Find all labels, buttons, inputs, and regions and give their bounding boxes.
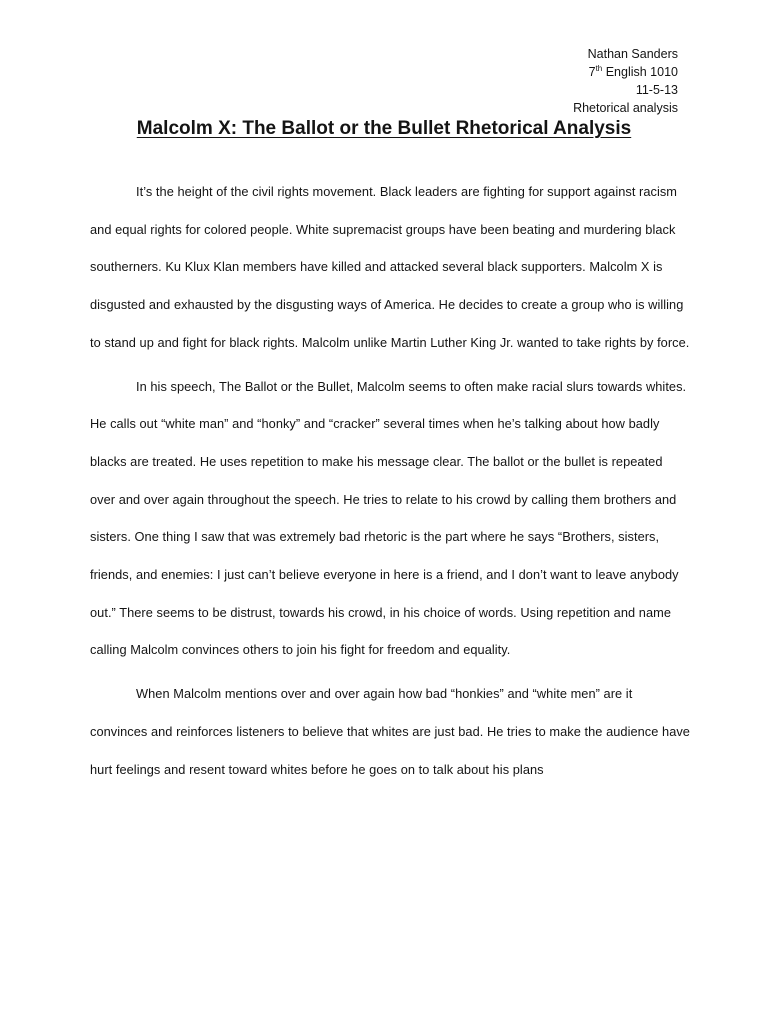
author-name: Nathan Sanders bbox=[587, 47, 678, 61]
assignment-line: Rhetorical analysis bbox=[573, 101, 678, 115]
paragraph-2: In his speech, The Ballot or the Bullet, Malcolm seems to often make racial slurs towards whites. He calls out “white man” and “honky” and “cracker” several times when he’s talking about how badly blacks are treated. He uses repetition to make his message clear. The ballot or the bullet is repeated over and over again throughout the speech. He tries to relate to his crowd by calling them brothers and sisters. One thing I saw that was extremely bad rhetoric is the part where he says “Brothers, sisters, friends, and enemies: I just can’t believe everyone in here is a friend, and I don’t want to leave anybody out.” There seems to be distrust, towards his crowd, in his choice of words. Using repetition and name calling Malcolm convinces others to join his fight for freedom and equality. bbox=[90, 378, 687, 658]
class-course: English 1010 bbox=[602, 65, 678, 79]
date-line: 11-5-13 bbox=[635, 83, 678, 97]
paragraph-1: It’s the height of the civil rights movement. Black leaders are fighting for support against racism and equal rights for colored people. White supremacist groups have been beating and murdering black southerners. Ku Klux Klan members have killed and attacked several black supporters. Malcolm X is disgusted and exhausted by the disgusting ways of America. He decides to create a group who is willing to stand up and fight for black rights. Malcolm unlike Martin Luther King Jr. wanted to take rights by force. bbox=[90, 184, 690, 350]
class-line bbox=[573, 63, 678, 81]
class-superscript: th bbox=[595, 63, 603, 73]
heading-block bbox=[573, 45, 678, 117]
document-title: Malcolm X: The Ballot or the Bullet Rhetorical Analysis bbox=[136, 118, 632, 139]
document-body bbox=[90, 173, 690, 794]
class-number: 7 bbox=[588, 65, 596, 79]
paragraph-3: When Malcolm mentions over and over again how bad “honkies” and “white men” are it convinces and reinforces listeners to believe that whites are just bad. He tries to make the audience have hurt feelings and resent toward whites before he goes on to talk about his plans bbox=[90, 686, 690, 777]
